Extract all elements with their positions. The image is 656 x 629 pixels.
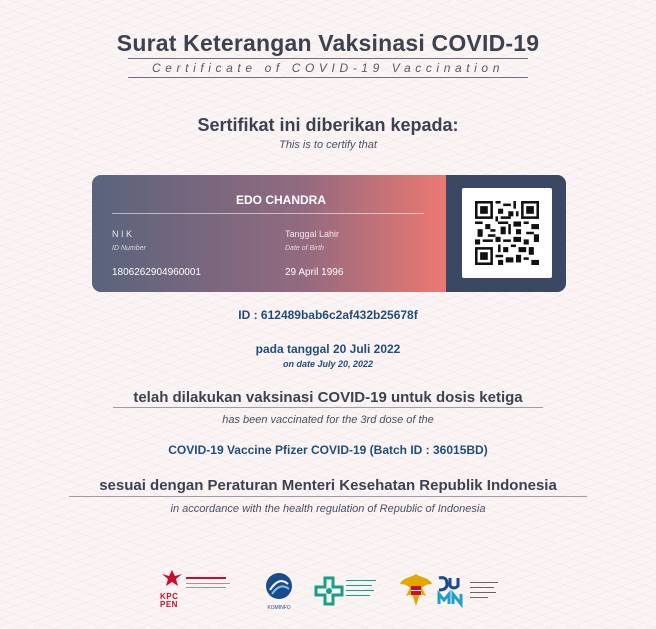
kpcpen-caption bbox=[186, 574, 232, 600]
regulation-statement: sesuai dengan Peraturan Menteri Kesehatan Republik Indonesia bbox=[99, 477, 557, 494]
certificate-subtitle: Certificate of COVID-19 Vaccination bbox=[152, 61, 504, 75]
given-to-heading: Sertifikat ini diberikan kepada: bbox=[197, 115, 459, 135]
dob-label-en: Date of Birth bbox=[285, 245, 324, 252]
holder-name: EDO CHANDRA bbox=[236, 193, 326, 207]
garuda-icon bbox=[160, 568, 184, 588]
kominfo-emblem-icon bbox=[264, 572, 294, 600]
kemenkes-caption bbox=[346, 580, 378, 606]
nik-value: 1806262904960001 bbox=[112, 267, 201, 278]
bumn-emblem-icon bbox=[436, 574, 468, 608]
garuda-pancasila-logo bbox=[398, 572, 434, 612]
bumn-caption bbox=[470, 582, 500, 606]
dose-statement: telah dilakukan vaksinasi COVID-19 untuk dosis ketiga bbox=[133, 389, 523, 406]
garuda-pancasila-icon bbox=[398, 572, 434, 610]
vaccination-date-en: on date July 20, 2022 bbox=[282, 359, 374, 369]
kemenkes-logo bbox=[314, 576, 344, 610]
kpcpen-logo bbox=[160, 568, 184, 612]
vaccine-info: COVID-19 Vaccine Pfizer COVID-19 (Batch ID : 36015BD) bbox=[168, 443, 488, 457]
regulation-divider bbox=[69, 496, 587, 497]
dose-divider bbox=[113, 407, 543, 408]
title-divider bbox=[128, 58, 528, 59]
qr-panel bbox=[446, 175, 566, 292]
subtitle-divider bbox=[128, 77, 528, 78]
vaccination-date: pada tanggal 20 Juli 2022 bbox=[255, 342, 401, 356]
nik-label: N I K bbox=[112, 229, 133, 239]
nik-label-en: ID Number bbox=[112, 245, 146, 252]
bumn-logo bbox=[436, 574, 468, 610]
dob-label: Tanggal Lahir bbox=[285, 229, 340, 239]
kpcpen-mark: KPC PEN bbox=[160, 592, 179, 609]
regulation-statement-en: in accordance with the health regulation of Republic of Indonesia bbox=[170, 503, 486, 515]
holder-info-panel bbox=[92, 175, 471, 292]
dob-value: 29 April 1996 bbox=[285, 267, 344, 278]
kominfo-logo bbox=[264, 572, 296, 612]
kominfo-wordmark: KOMINFO bbox=[267, 605, 291, 611]
qr-code[interactable] bbox=[462, 188, 552, 278]
certificate-id: ID : 612489bab6c2af432b25678f bbox=[238, 308, 418, 322]
qr-code-icon bbox=[475, 201, 539, 265]
dose-statement-en: has been vaccinated for the 3rd dose of the bbox=[222, 414, 434, 426]
holder-card bbox=[92, 175, 566, 292]
kemenkes-emblem-icon bbox=[314, 576, 344, 608]
certificate-title: Surat Keterangan Vaksinasi COVID-19 bbox=[116, 30, 540, 56]
given-to-heading-en: This is to certify that bbox=[279, 139, 377, 151]
name-divider bbox=[112, 213, 424, 214]
